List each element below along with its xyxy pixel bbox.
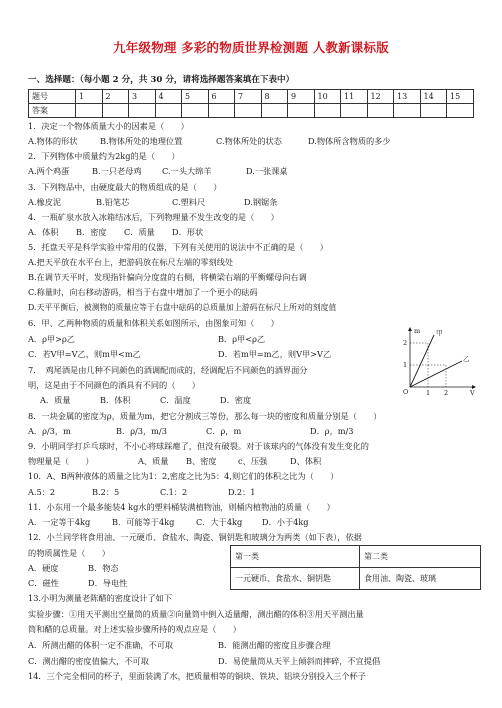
option: C．质量	[124, 227, 155, 237]
option: A．ρ甲>ρ乙	[28, 334, 75, 344]
option: A.两个鸡蛋	[28, 166, 70, 176]
option: D．ρ，m/3	[310, 426, 354, 436]
y-axis-label: m	[414, 327, 421, 335]
answer-number: 11	[341, 90, 368, 104]
question-12-options-row2	[28, 579, 127, 587]
question-7: 7． 鸡尾酒是由几种不同颜色的酒调配而成的，经调配后不同颜色的酒界面分	[28, 365, 308, 375]
question-14: 14．三个完全相同的杯子，里面装满了水，把质量相等的铜块、铁块、铝块分别投入三个杯子	[28, 671, 366, 681]
option: B．能测出醋的密度且步骤合理	[218, 640, 331, 650]
category-cell-1: 一元硬币、食盐水、铜钥匙	[231, 568, 360, 590]
question-9-stem-end: 物理量是（ ）	[28, 456, 94, 466]
question-8-options	[28, 427, 353, 435]
question-2: 2．下列物体中质量约为2kg的是（ ）	[28, 151, 180, 161]
question-13-cont: 实验步骤：①用天平测出空量筒的质量②向量筒中倒入适量醋，测出醋的体积③用天平测出量	[28, 609, 364, 619]
answer-number: 8	[261, 90, 288, 104]
question-13: 13.小明为测量老陈醋的密度设计了如下	[28, 593, 173, 603]
question-11-options	[28, 518, 309, 526]
question-4-options	[28, 228, 203, 236]
option: D、体积	[290, 456, 322, 466]
question-13-options-row1	[28, 641, 330, 649]
option: D．易使量筒从天平上倾斜而摔碎，不宜提倡	[218, 656, 381, 666]
question-12-options-row1	[28, 564, 119, 572]
answer-cell[interactable]	[182, 104, 209, 118]
answer-number: 15	[447, 90, 474, 104]
question-2-options	[28, 167, 288, 175]
option: D.一张课桌	[246, 166, 288, 176]
answer-table	[28, 89, 474, 118]
option: B.一只老母鸡	[92, 166, 142, 176]
question-7-options	[40, 396, 251, 404]
answer-number: 5	[182, 90, 209, 104]
option: B.在调节天平时，发现指针偏向分度盘的右侧，将横梁右端的平衡螺母向右调	[28, 272, 307, 282]
option: A.把天平放在水平台上，把游码放在标尺左端的零刻线处	[28, 257, 234, 267]
option: A．ρ/3，m	[28, 426, 71, 436]
question-9-cont	[28, 457, 321, 465]
question-12-cont: 的物质属性是（ ）	[28, 548, 110, 558]
answer-number: 6	[208, 90, 235, 104]
option: B.铅笔芯	[96, 197, 130, 207]
series-line-yi	[410, 361, 462, 387]
question-13-options-row2	[28, 657, 380, 665]
option: A、质量	[138, 456, 169, 466]
option: C．ρ，m	[206, 426, 242, 436]
answer-cell[interactable]	[341, 104, 368, 118]
y-axis-arrow-icon	[408, 327, 412, 331]
question-7-cont: 明，这是由于不同颜色的酒具有不同的（ ）	[28, 380, 200, 390]
option: B.2：5	[92, 487, 120, 497]
option: A．硬度	[28, 563, 59, 573]
answer-number: 1	[76, 90, 103, 104]
option: B．ρ甲<ρ乙	[218, 334, 266, 344]
option: C.塑料尺	[172, 197, 206, 207]
answer-cell[interactable]	[235, 104, 262, 118]
y-tick-label: 2	[403, 339, 408, 347]
option: B．ρ/3，m/3	[116, 426, 167, 436]
option: A．所测出醋的体积一定不准确，不可取	[28, 640, 174, 650]
question-9: 9．小明同学打乒乓球时，不小心将球踩瘪了，但没有破裂。对于该球内的气体没有发生变化的	[28, 441, 369, 451]
question-8: 8．一块金属的密度为ρ，质量为m，把它分割成三等份，那么每一块的密度和质量分别是（ ）	[28, 411, 382, 421]
option: A．体积	[28, 227, 59, 237]
option: C.物体所处的状态	[216, 136, 282, 146]
answer-number: 9	[288, 90, 315, 104]
answer-number: 10	[314, 90, 341, 104]
answer-number: 4	[155, 90, 182, 104]
option: C.一头大绵羊	[162, 166, 212, 176]
option: B．可能等于4kg	[112, 517, 175, 527]
question-3-options	[28, 198, 277, 206]
answer-cell[interactable]	[102, 104, 129, 118]
question-11: 11．小东用一个最多能装4 kg水的塑料桶装满植物油，则桶内植物油的质量（ ）	[28, 502, 335, 512]
series-label-jia: 甲	[436, 329, 443, 337]
answer-number: 3	[129, 90, 156, 104]
answer-cell[interactable]	[288, 104, 315, 118]
category-header-1: 第一类	[231, 546, 360, 568]
category-table	[230, 545, 481, 590]
option: B.物体所处的地理位置	[100, 136, 183, 146]
option: C.1：2	[160, 487, 188, 497]
option: D．密度	[220, 395, 252, 405]
question-5: 5．托盘天平是科学实验中常用的仪器，下列有关使用的说法中不正确的是（ ）	[28, 242, 328, 252]
question-12: 12．小兰同学将食用油、一元硬币、食盐水、陶瓷、铜钥匙和玻璃分为两类（如下表），依据	[28, 532, 362, 542]
x-tick-label: 2	[444, 389, 449, 395]
option: A.橡皮泥	[28, 197, 62, 207]
option: D．小于4kg	[262, 517, 309, 527]
answer-cell[interactable]	[420, 104, 447, 118]
category-header-2: 第二类	[360, 546, 481, 568]
category-cell-2: 食用油、陶瓷、玻璃	[360, 568, 481, 590]
y-tick-label: 1	[403, 361, 408, 369]
option: C．若V甲=V乙，则m甲<m乙	[28, 349, 141, 359]
answer-cell[interactable]	[76, 104, 103, 118]
option: A．质量	[40, 395, 71, 405]
answer-cell[interactable]	[261, 104, 288, 118]
answer-cell[interactable]	[129, 104, 156, 118]
option: C．大于4kg	[196, 517, 243, 527]
question-4: 4．一瓶矿泉水放入冰箱结冰后，下列物理量不发生改变的是（ ）	[28, 212, 279, 222]
question-1-options	[28, 137, 391, 145]
question-6-options-row2	[28, 350, 331, 358]
question-10: 10．A、B两种液体的质量之比为1：2,密度之比为5：4,则它们的体积之比为（ ）	[28, 471, 339, 481]
answer-number: 2	[102, 90, 129, 104]
answer-table-answer-row	[29, 104, 474, 118]
answer-number: 13	[394, 90, 421, 104]
answer-table-number-row	[29, 90, 474, 104]
answer-cell[interactable]	[367, 104, 394, 118]
answer-cell[interactable]	[394, 104, 421, 118]
page-title: 九年级物理 多彩的物质世界检测题 人教新课标版	[113, 40, 389, 55]
x-axis-label: V	[470, 389, 475, 395]
option: D.2：1	[228, 487, 256, 497]
question-3: 3．下列物品中，由硬度最大的物质组成的是（ ）	[28, 182, 222, 192]
origin-label: O	[403, 388, 409, 395]
question-6: 6．甲、乙两种物质的质量和体积关系如图所示，由图象可知（ ）	[28, 318, 279, 328]
option: c、压强	[238, 456, 268, 466]
answer-cell[interactable]	[314, 104, 341, 118]
answer-cell[interactable]	[208, 104, 235, 118]
option: D．导电性	[88, 578, 128, 588]
answer-table-row-label: 题号	[29, 90, 76, 104]
option: D．形状	[172, 227, 204, 237]
mass-volume-graph	[400, 325, 478, 395]
answer-cell[interactable]	[155, 104, 182, 118]
question-1: 1．决定一个物体质量大小的因素是（ ）	[28, 121, 189, 131]
option: D.钢锯条	[244, 197, 278, 207]
answer-cell[interactable]	[447, 104, 474, 118]
question-13-cont2: 筒和醋的总质量。对上述实验步骤所持的观点应是（ ）	[28, 624, 241, 634]
option: C.称量时，向右移动游码，相当于右盘中增加了一个更小的砝码	[28, 287, 258, 297]
option: D.天平平衡后，被测物的质量应等于右盘中砝码的总质量加上游码在标尺上所对的刻度值	[28, 303, 337, 312]
option: B、密度	[186, 456, 217, 466]
option: D．若m甲=m乙，则V甲>V乙	[218, 349, 332, 359]
option: A.5：2	[28, 487, 56, 497]
option: B．物态	[88, 563, 119, 573]
option: D.物体所含物质的多少	[308, 136, 391, 146]
answer-number: 12	[367, 90, 394, 104]
answer-number: 14	[420, 90, 447, 104]
question-6-options-row1	[28, 335, 265, 343]
question-10-options	[28, 488, 255, 496]
answer-table-row-label: 答案	[29, 104, 76, 118]
series-label-yi: 乙	[463, 355, 470, 363]
option: C．测出醋的密度值偏大，不可取	[28, 656, 149, 666]
option: C．磁性	[28, 578, 59, 588]
answer-number: 7	[235, 90, 262, 104]
section-heading: 一、选择题：（每小题 2 分，共 30 分，请将选择题答案填在下表中）	[28, 75, 295, 85]
option: B．体积	[100, 395, 131, 405]
option: A.物体的形状	[28, 136, 78, 146]
option: B．密度	[76, 227, 107, 237]
option: C．温度	[160, 395, 191, 405]
option: A．一定等于4kg	[28, 517, 91, 527]
x-tick-label: 1	[426, 389, 431, 395]
